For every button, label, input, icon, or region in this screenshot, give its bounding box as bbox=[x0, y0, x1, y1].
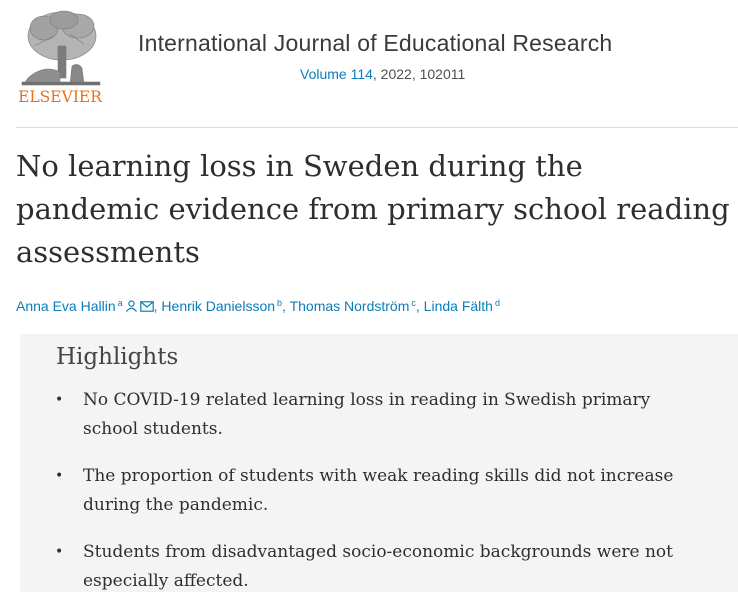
highlights-list bbox=[55, 386, 705, 614]
list-item bbox=[55, 538, 705, 595]
elsevier-wordmark: ELSEVIER bbox=[18, 88, 102, 106]
highlights-heading: Highlights bbox=[56, 344, 179, 370]
author-separator: , bbox=[415, 298, 424, 314]
author-separator: , bbox=[153, 298, 162, 314]
bullet-icon: • bbox=[55, 468, 64, 484]
author-name: Henrik Danielsson bbox=[161, 298, 276, 314]
article-header bbox=[0, 0, 738, 128]
author-4[interactable] bbox=[424, 298, 500, 314]
author-name: Thomas Nordström bbox=[289, 298, 410, 314]
highlights-panel bbox=[20, 334, 738, 592]
affiliation-marker: d bbox=[494, 298, 500, 308]
volume-line bbox=[300, 66, 465, 82]
affiliation-marker: c bbox=[411, 298, 416, 308]
elsevier-logo[interactable] bbox=[14, 6, 106, 106]
article-title: No learning loss in Sweden during the pandemic evidence from primary school reading assessments bbox=[16, 149, 730, 269]
highlight-text: No COVID-19 related learning loss in reading in Swedish primary school students. bbox=[83, 390, 651, 439]
author-2[interactable] bbox=[161, 298, 282, 314]
affiliation-marker: a bbox=[117, 298, 123, 308]
highlight-text: Students from disadvantaged socio-economic backgrounds were not especially affected. bbox=[83, 542, 673, 591]
author-1[interactable] bbox=[16, 298, 154, 314]
highlight-text: The proportion of students with weak reading skills did not increase during the pandemic. bbox=[83, 466, 674, 515]
header-divider bbox=[16, 127, 738, 128]
bullet-icon: • bbox=[55, 544, 64, 560]
bullet-icon: • bbox=[55, 392, 64, 408]
journal-title-link[interactable]: International Journal of Educational Research bbox=[138, 30, 613, 56]
author-name: Anna Eva Hallin bbox=[16, 298, 116, 314]
list-item bbox=[55, 462, 705, 519]
author-3[interactable] bbox=[290, 298, 416, 314]
affiliation-marker: b bbox=[277, 298, 283, 308]
volume-link[interactable]: Volume 114 bbox=[300, 66, 373, 82]
author-separator: , bbox=[282, 298, 290, 314]
author-list bbox=[16, 298, 500, 314]
person-icon[interactable] bbox=[125, 300, 138, 312]
author-name: Linda Fälth bbox=[423, 298, 493, 314]
list-item bbox=[55, 386, 705, 443]
email-icon[interactable] bbox=[140, 301, 154, 312]
issue-info: , 2022, 102011 bbox=[372, 66, 466, 82]
